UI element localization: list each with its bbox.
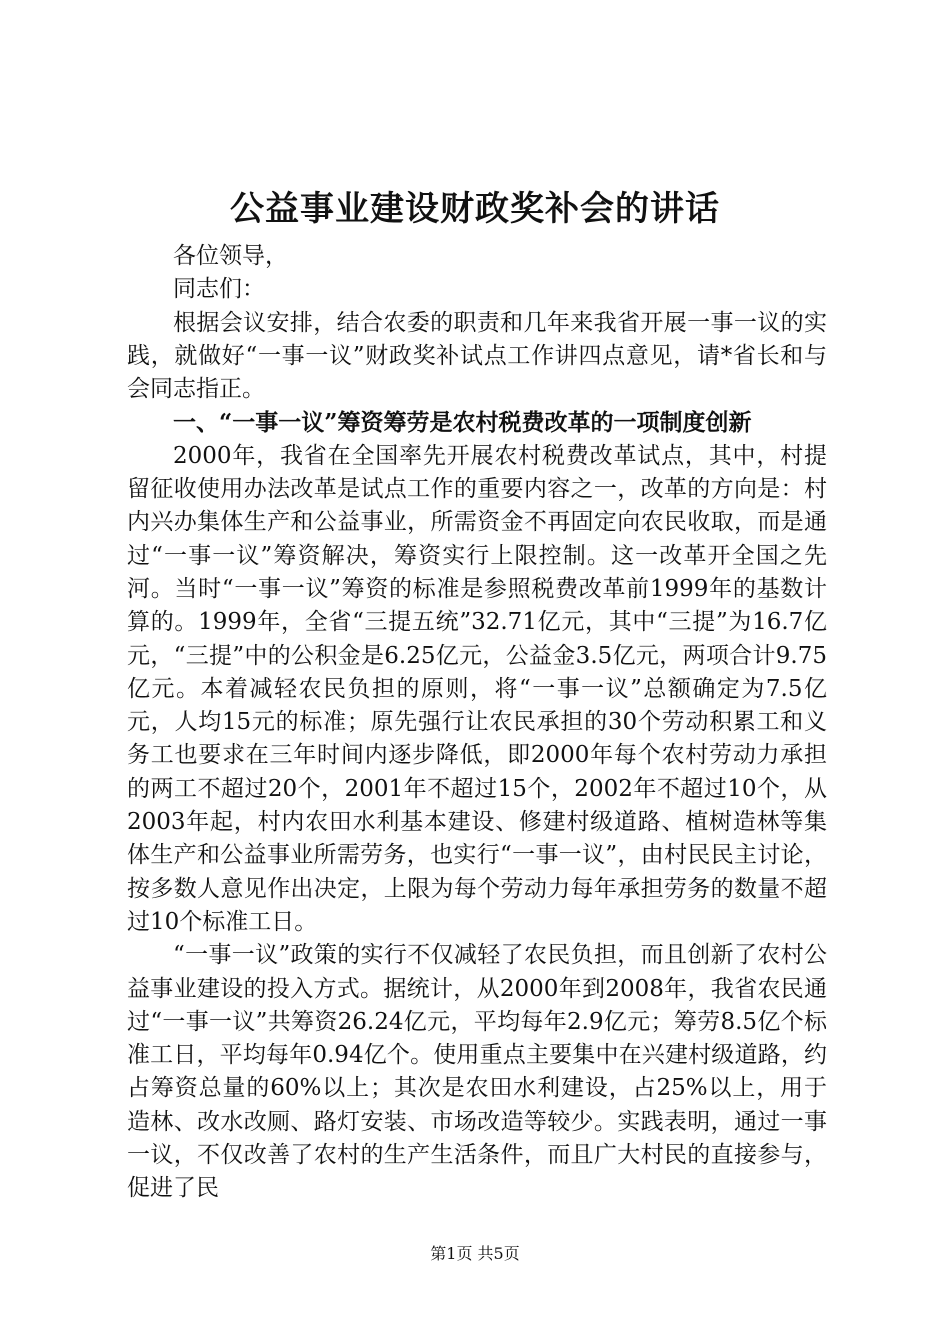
- section-1-heading: 一、“一事一议”筹资筹劳是农村税费改革的一项制度创新: [173, 409, 752, 437]
- salutation-leaders: 各位领导，: [173, 243, 288, 269]
- document-body: [127, 240, 827, 1206]
- page-footer: 第1页 共5页: [430, 1244, 520, 1263]
- document-title: 公益事业建设财政奖补会的讲话: [230, 189, 720, 229]
- salutation-comrades: 同志们：: [173, 276, 265, 303]
- body-paragraph-2: “一事一议”政策的实行不仅减轻了农民负担，而且创新了农村公益事业建设的投入方式。据统计，从2000年到2008年，我省农民通过“一事一议”共筹资26.24亿元，平均每年2.9亿元；筹劳8.5亿个标准工日，平均每年0.94亿个。使用重点主要集中在兴建村级道路，约占筹资总量的60%以上；其次是农田水利建设，占25%以上，用于造林、改水改厕、路灯安装、市场改造等较少。实践表明，通过一事一议，不仅改善了农村的生产生活条件，而且广大村民的直接参与，促进了民: [127, 942, 827, 1202]
- intro-paragraph: 根据会议安排，结合农委的职责和几年来我省开展一事一议的实践，就做好“一事一议”财政奖补试点工作讲四点意见，请*省长和与会同志指正。: [127, 309, 827, 403]
- body-paragraph-1: 2000年，我省在全国率先开展农村税费改革试点，其中，村提留征收使用办法改革是试点工作的重要内容之一，改革的方向是：村内兴办集体生产和公益事业，所需资金不再固定向农民收取，而是通过“一事一议”筹资解决，筹资实行上限控制。这一改革开全国之先河。当时“一事一议”筹资的标准是参照税费改革前1999年的基数计算的。1999年，全省“三提五统”32.71亿元，其中“三提”为16.7亿元，“三提”中的公积金是6.25亿元，公益金3.5亿元，两项合计9.75亿元。本着减轻农民负担的原则，将“一事一议”总额确定为7.5亿元，人均15元的标准；原先强行让农民承担的30个劳动积累工和义务工也要求在三年时间内逐步降低，即2000年每个农村劳动力承担的两工不超过20个，2001年不超过15个，2002年不超过10个，从2003年起，村内农田水利基本建设、修建村级道路、植树造林等集体生产和公益事业所需劳务，也实行“一事一议”，由村民民主讨论，按多数人意见作出决定，上限为每个劳动力每年承担劳务的数量不超过10个标准工日。: [127, 442, 827, 935]
